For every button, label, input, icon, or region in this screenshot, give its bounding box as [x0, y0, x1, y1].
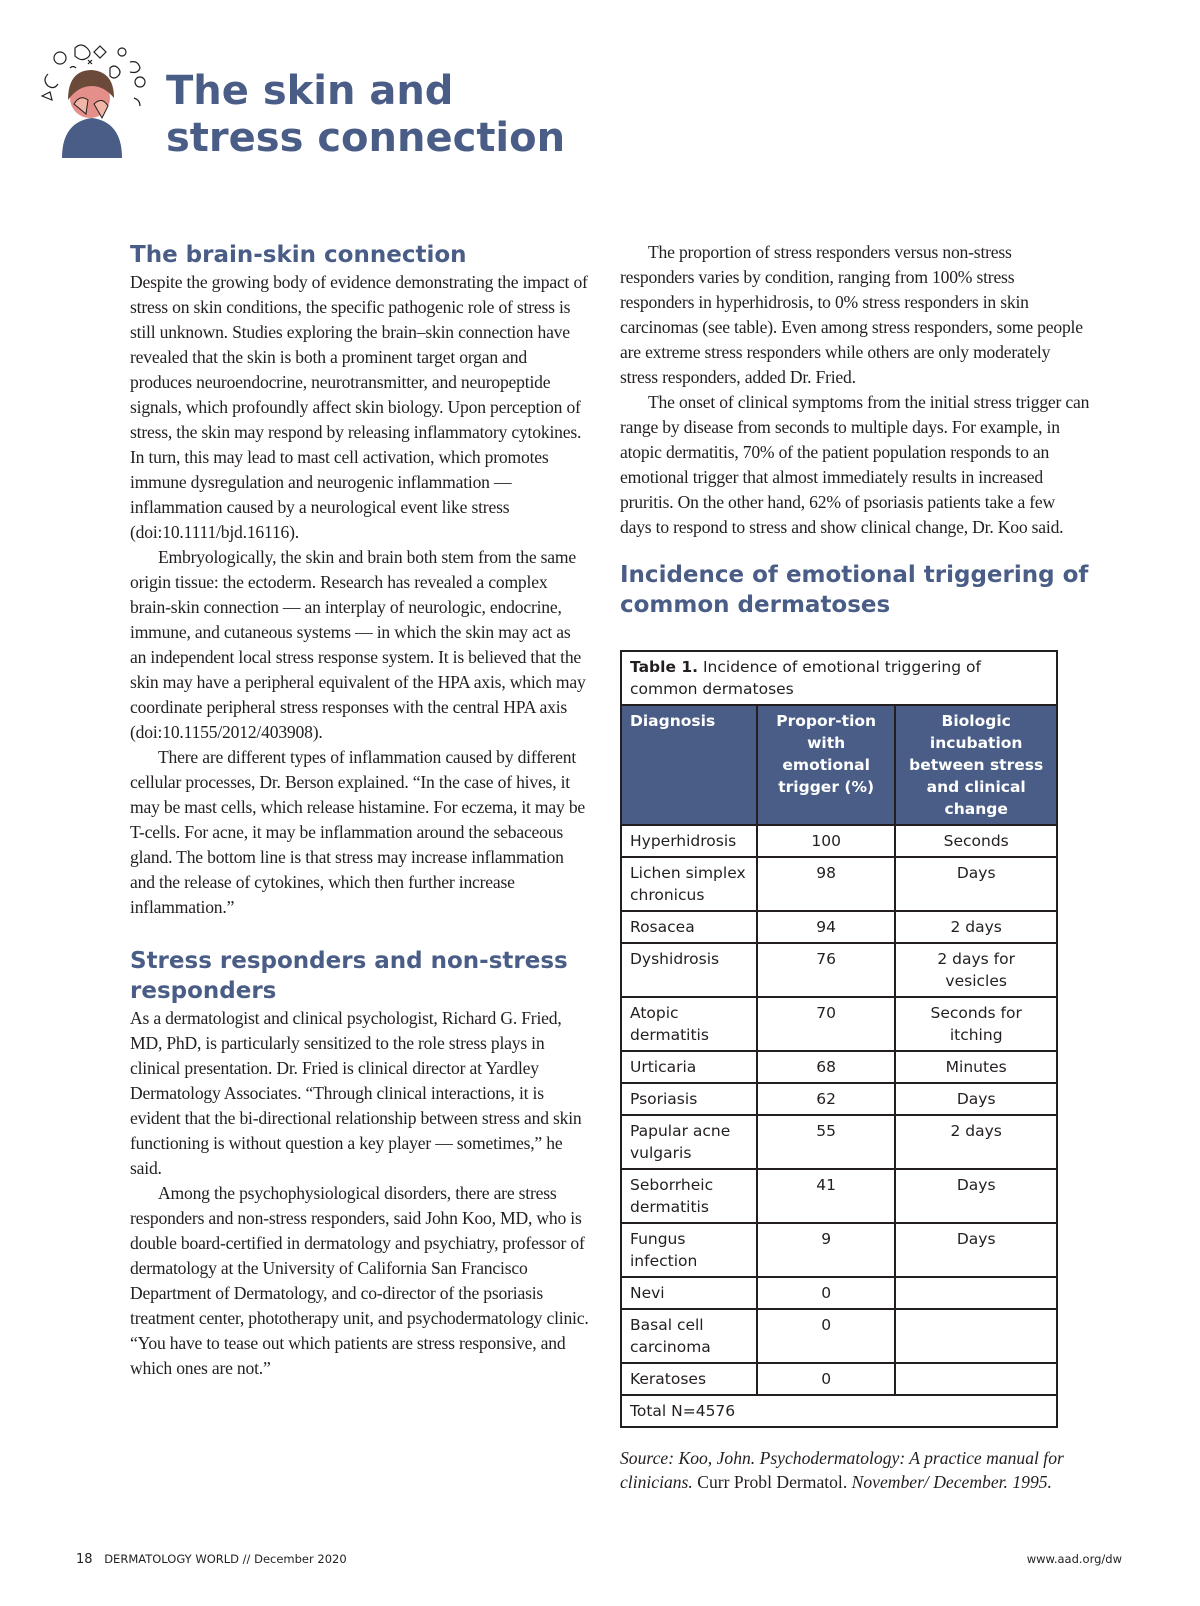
cell-diagnosis: Dyshidrosis: [621, 943, 757, 997]
section-heading-brain-skin: The brain-skin connection: [130, 242, 467, 268]
footer-publication: [76, 1552, 347, 1567]
cell-proportion: 68: [757, 1051, 895, 1083]
cell-diagnosis: Fungus infection: [621, 1223, 757, 1277]
table-row: [621, 997, 1057, 1051]
table-row: [621, 825, 1057, 857]
cell-incubation: [895, 1363, 1057, 1395]
cell-proportion: 70: [757, 997, 895, 1051]
paragraph: Embryologically, the skin and brain both stem from the same origin tissue: the ectoderm. Research has revealed a complex brain-skin connection — an interplay of neurologic, endocrine, immune, and cutaneous systems — in which the skin may act as an independent local stress response system. It is believed that the skin may have a peripheral equivalent of the HPA axis, which may coordinate peripheral stress responses with the central HPA axis (doi:10.1155/2012/403908).: [130, 547, 586, 742]
table-row: [621, 1083, 1057, 1115]
column-header-incubation: Biologic incubation between stress and clinical change: [895, 705, 1057, 825]
cell-incubation: Seconds for itching: [895, 997, 1057, 1051]
publication-name: DERMATOLOGY WORLD // December 2020: [104, 1552, 347, 1566]
stressed-person-illustration: [30, 38, 160, 158]
cell-incubation: Days: [895, 1083, 1057, 1115]
cell-diagnosis: Keratoses: [621, 1363, 757, 1395]
cell-diagnosis: Seborrheic dermatitis: [621, 1169, 757, 1223]
cell-incubation: [895, 1277, 1057, 1309]
cell-diagnosis: Papular acne vulgaris: [621, 1115, 757, 1169]
page-number: 18: [76, 1552, 93, 1567]
table-row: [621, 1169, 1057, 1223]
section-heading-incidence: Incidence of emotional triggering of common dermatoses: [620, 562, 1089, 618]
table-row: [621, 1363, 1057, 1395]
cell-proportion: 62: [757, 1083, 895, 1115]
title-line-1: The skin and: [166, 68, 454, 114]
cell-diagnosis: Basal cell carcinoma: [621, 1309, 757, 1363]
table-caption-label: Table 1.: [630, 658, 699, 676]
table-row: [621, 1309, 1057, 1363]
cell-proportion: 41: [757, 1169, 895, 1223]
cell-proportion: 0: [757, 1277, 895, 1309]
cell-incubation: Days: [895, 1223, 1057, 1277]
cell-incubation: Days: [895, 857, 1057, 911]
cell-diagnosis: Nevi: [621, 1277, 757, 1309]
incidence-table: [620, 650, 1058, 1428]
cell-incubation: Minutes: [895, 1051, 1057, 1083]
cell-diagnosis: Urticaria: [621, 1051, 757, 1083]
column-header-proportion: Propor-tion with emotional trigger (%): [757, 705, 895, 825]
title-line-2: stress connection: [166, 115, 566, 161]
table-total: Total N=4576: [621, 1395, 1057, 1427]
cell-diagnosis: Psoriasis: [621, 1083, 757, 1115]
source-date: November/ December. 1995.: [851, 1472, 1052, 1492]
source-journal: Curr Probl Dermatol.: [692, 1472, 852, 1492]
table-caption: [621, 651, 1057, 705]
paragraph: Despite the growing body of evidence demonstrating the impact of stress on skin conditions, the specific pathogenic role of stress is still unknown. Studies exploring the brain–skin connection have revealed that the skin is both a prominent target organ and produces neuroendocrine, neurotransmitter, and neuropeptide signals, which profoundly affect skin biology. Upon perception of stress, the skin may respond by releasing inflammatory cytokines. In turn, this may lead to mast cell activation, which promotes immune dysregulation and neurogenic inflammation — inflammation caused by a neurological event like stress (doi:10.1111/bjd.16116).: [130, 272, 588, 542]
cell-incubation: 2 days: [895, 1115, 1057, 1169]
cell-proportion: 76: [757, 943, 895, 997]
table-body: [621, 825, 1057, 1395]
table-row: [621, 1115, 1057, 1169]
paragraph: The proportion of stress responders versus non-stress responders varies by condition, ranging from 100% stress responders in hyperhidrosis, to 0% stress responders in skin carcinomas (see table). Even among stress responders, some people are extreme stress responders while others are only moderately stress responders, added Dr. Fried.: [620, 242, 1083, 387]
paragraph: Among the psychophysiological disorders, there are stress responders and non-stress responders, said John Koo, MD, who is double board-certified in dermatology and psychiatry, professor of dermatology at the University of California San Francisco Department of Dermatology, and co-director of the psoriasis treatment center, phototherapy unit, and psychodermatology clinic. “You have to tease out which patients are stress responsive, and which ones are not.”: [130, 1183, 589, 1378]
cell-incubation: Seconds: [895, 825, 1057, 857]
table-row: [621, 1223, 1057, 1277]
table-row: [621, 911, 1057, 943]
cell-proportion: 0: [757, 1363, 895, 1395]
cell-diagnosis: Hyperhidrosis: [621, 825, 757, 857]
footer-url: www.aad.org/dw: [1026, 1552, 1122, 1566]
right-column: [620, 240, 1090, 1494]
table-row: [621, 1277, 1057, 1309]
paragraph: There are different types of inflammation caused by different cellular processes, Dr. Berson explained. “In the case of hives, it may be mast cells, which release histamine. For eczema, it may be T-cells. For acne, it may be inflammation around the sebaceous gland. The bottom line is that stress may increase inflammation and the release of cytokines, which then further increase inflammation.”: [130, 747, 586, 917]
cell-proportion: 98: [757, 857, 895, 911]
table-row: [621, 857, 1057, 911]
cell-proportion: 0: [757, 1309, 895, 1363]
cell-diagnosis: Atopic dermatitis: [621, 997, 757, 1051]
column-header-diagnosis: Diagnosis: [621, 705, 757, 825]
cell-diagnosis: Lichen simplex chronicus: [621, 857, 757, 911]
cell-diagnosis: Rosacea: [621, 911, 757, 943]
paragraph: The onset of clinical symptoms from the initial stress trigger can range by disease from seconds to multiple days. For example, in atopic dermatitis, 70% of the patient population responds to an emotional trigger that almost immediately results in increased pruritis. On the other hand, 62% of psoriasis patients take a few days to respond to stress and show clinical change, Dr. Koo said.: [620, 392, 1090, 537]
cell-proportion: 55: [757, 1115, 895, 1169]
paragraph: As a dermatologist and clinical psychologist, Richard G. Fried, MD, PhD, is particularly sensitized to the role stress plays in clinical presentation. Dr. Fried is clinical director at Yardley Dermatology Associates. “Through clinical interactions, it is evident that the bi-directional relationship between stress and skin functioning is without question a key player — sometimes,” he said.: [130, 1008, 582, 1178]
cell-proportion: 94: [757, 911, 895, 943]
cell-incubation: 2 days: [895, 911, 1057, 943]
cell-incubation: [895, 1309, 1057, 1363]
cell-incubation: Days: [895, 1169, 1057, 1223]
table-caption-text: Incidence of emotional triggering of common dermatoses: [630, 658, 981, 698]
source-citation: Source: Koo, John. Psychodermatology: A practice manual for clinicians.: [620, 1448, 1064, 1492]
section-heading-stress-responders: Stress responders and non-stress responders: [130, 948, 568, 1004]
cell-proportion: 9: [757, 1223, 895, 1277]
left-column: [130, 240, 590, 1381]
table-source: [620, 1446, 1090, 1494]
table-row: [621, 943, 1057, 997]
cell-proportion: 100: [757, 825, 895, 857]
table-row: [621, 1051, 1057, 1083]
page-title: [166, 68, 565, 162]
cell-incubation: 2 days for vesicles: [895, 943, 1057, 997]
